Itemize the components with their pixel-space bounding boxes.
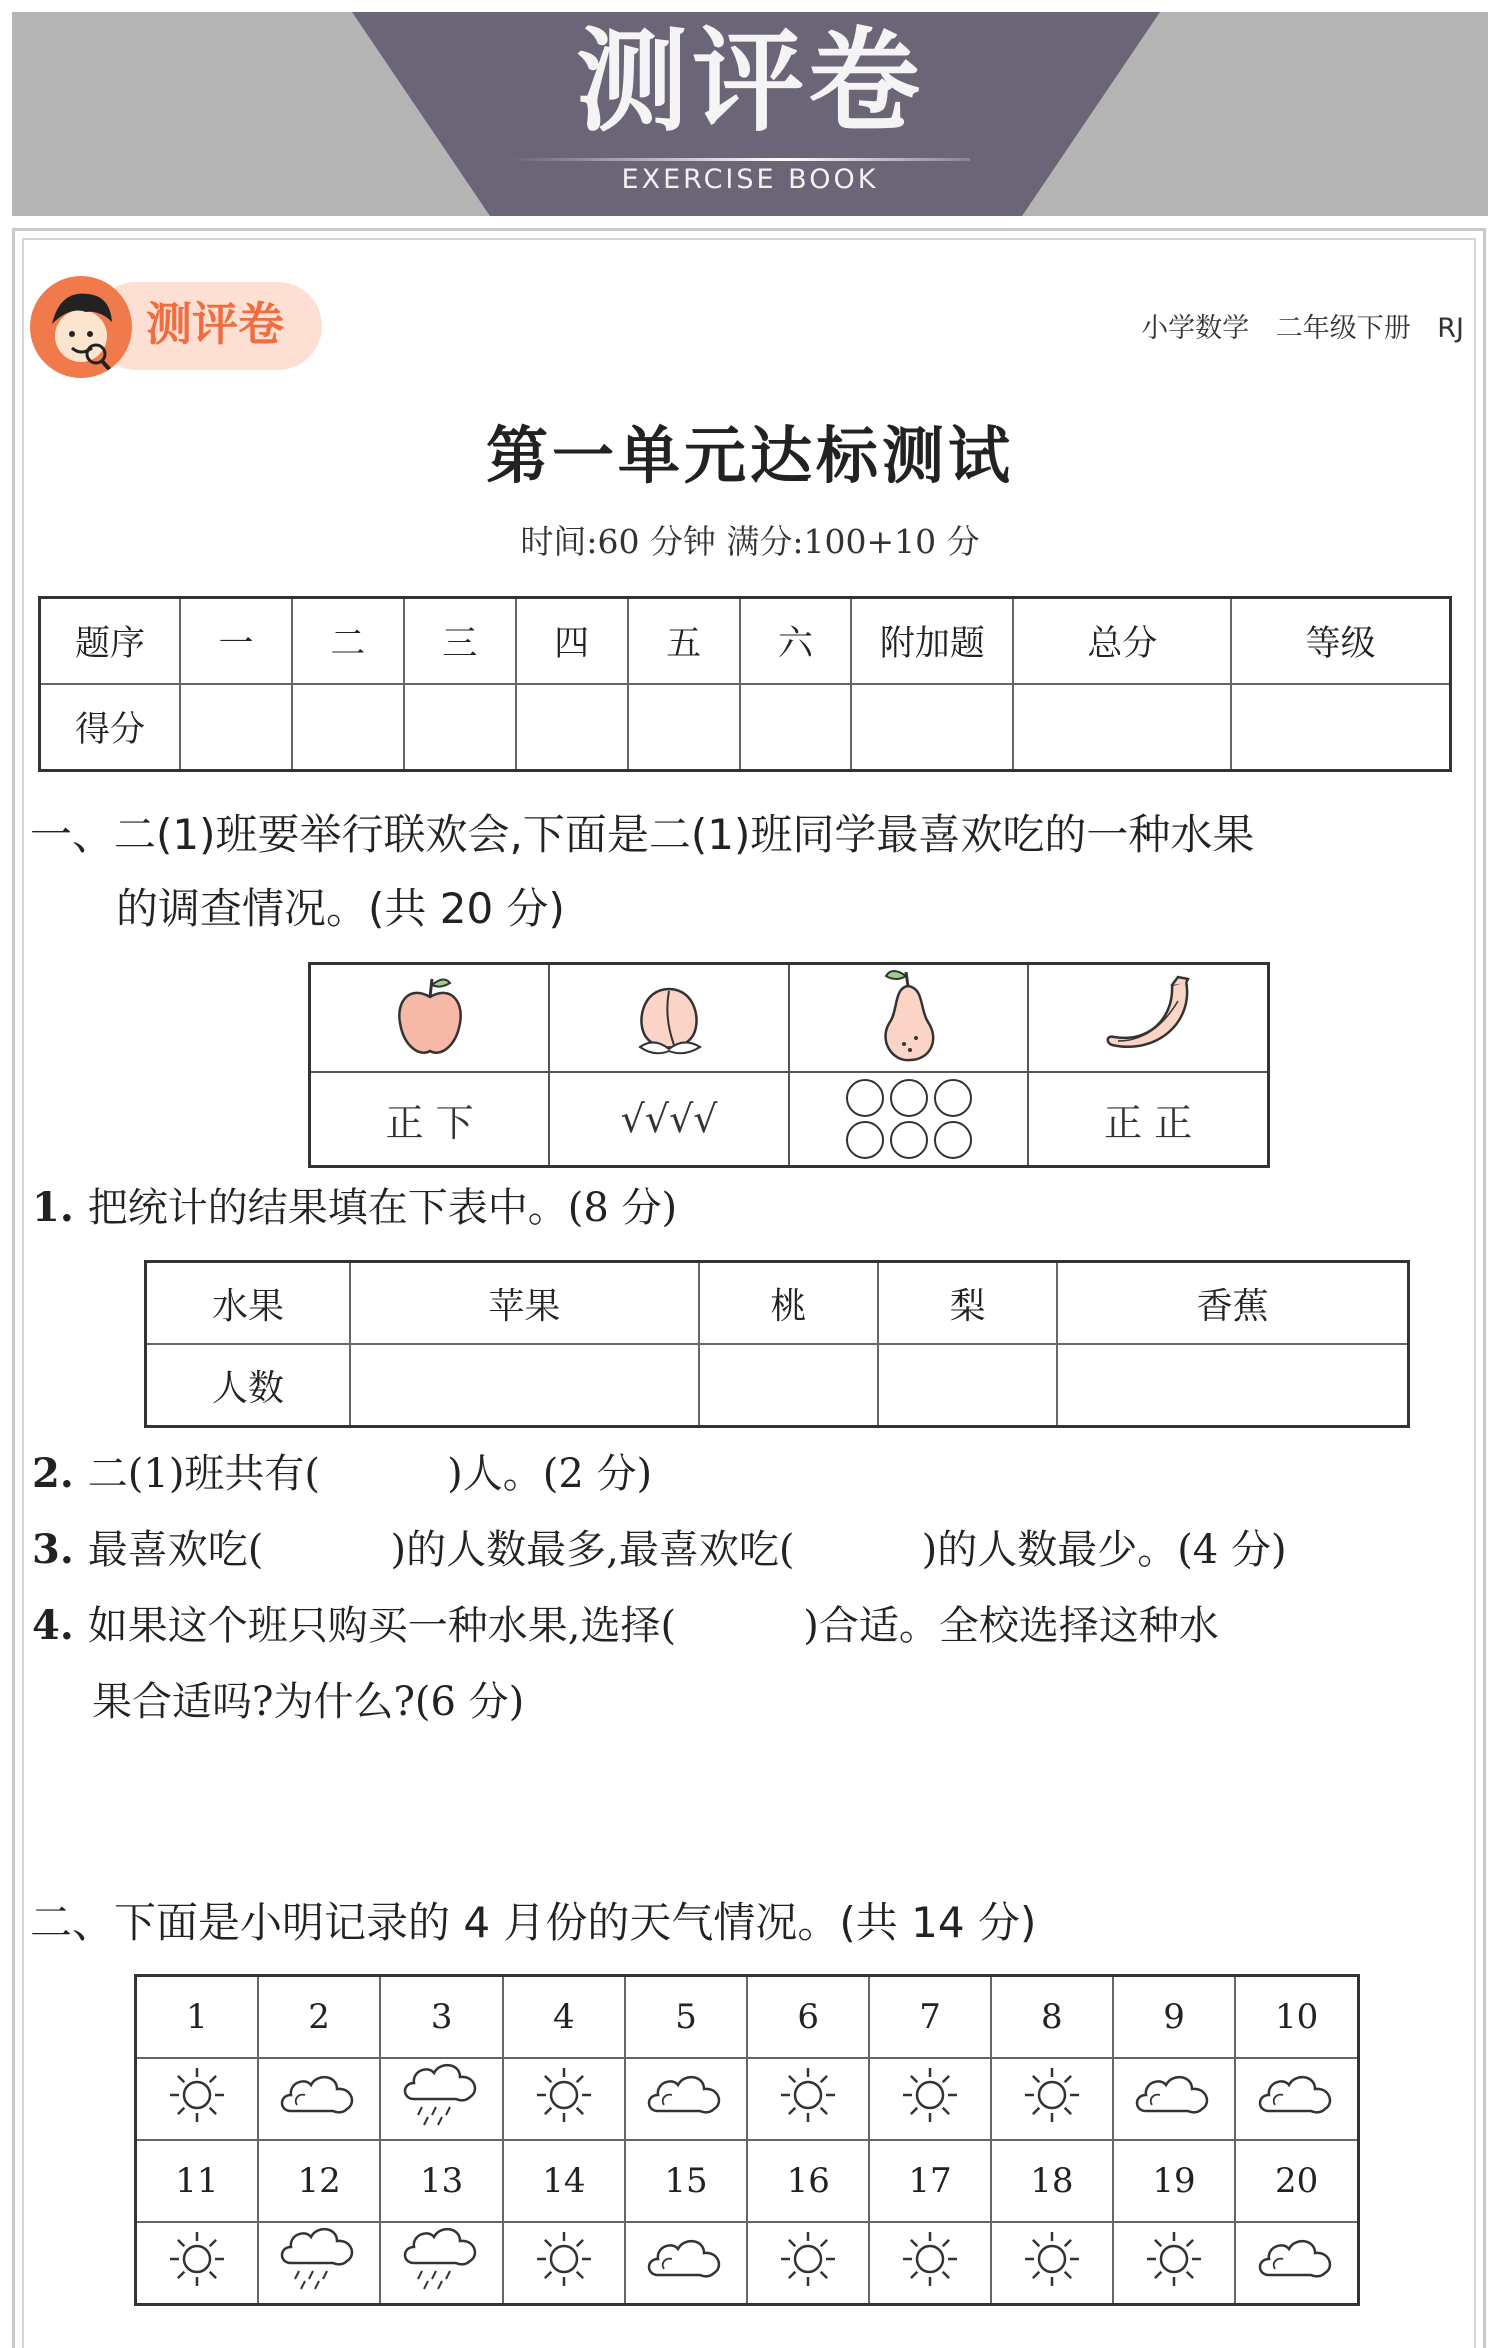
table-header-cell: 梨 (878, 1262, 1057, 1345)
table-header-cell: 三 (404, 598, 516, 685)
day-number: 14 (503, 2140, 625, 2222)
day-number: 16 (747, 2140, 869, 2222)
score-cell[interactable] (516, 684, 628, 771)
fruit-survey-table (308, 962, 1270, 1168)
question-4 (32, 1600, 1219, 1652)
question-text: 如果这个班只购买一种水果,选择( )合适。全校选择这种水 (87, 1603, 1219, 1649)
answer-cell[interactable] (878, 1344, 1057, 1427)
day-number: 18 (991, 2140, 1113, 2222)
score-cell[interactable] (628, 684, 740, 771)
question-2 (32, 1448, 652, 1500)
section1-heading-cont: 的调查情况。(共 20 分) (116, 884, 565, 933)
question-4-cont: 果合适吗?为什么?(6 分) (92, 1679, 525, 1725)
table-header-cell: 四 (516, 598, 628, 685)
table-row (310, 1072, 1269, 1167)
sunny-icon (136, 2058, 258, 2140)
day-number: 2 (258, 1976, 381, 2059)
day-number: 6 (747, 1976, 869, 2059)
day-number: 10 (1235, 1976, 1358, 2059)
table-header-cell: 附加题 (851, 598, 1013, 685)
cloudy-icon (258, 2058, 381, 2140)
score-cell[interactable] (292, 684, 404, 771)
cloudy-icon (1235, 2222, 1358, 2305)
score-cell[interactable] (1231, 684, 1450, 771)
table-header-cell: 得分 (40, 684, 181, 771)
peach-icon (549, 964, 789, 1073)
sunny-icon (503, 2058, 625, 2140)
question-number: 4. (32, 1602, 74, 1649)
section2-heading: 二、下面是小明记录的 4 月份的天气情况。(共 14 分) (30, 1898, 1037, 1947)
table-header-cell: 总分 (1013, 598, 1231, 685)
table-row (136, 2058, 1359, 2140)
table-header-cell: 等级 (1231, 598, 1450, 685)
table-row (40, 598, 1451, 685)
table-header-cell: 六 (740, 598, 852, 685)
peach-tally: √√√√ (549, 1072, 789, 1167)
sunny-icon (747, 2222, 869, 2305)
banana-tally: 正 正 (1028, 1072, 1268, 1167)
day-number: 9 (1113, 1976, 1236, 2059)
banner-title: 测评卷 (576, 17, 924, 147)
table-row (136, 2222, 1359, 2305)
day-number: 1 (136, 1976, 258, 2059)
question-text: 把统计的结果填在下表中。(8 分) (87, 1185, 678, 1231)
pear-icon (789, 964, 1028, 1073)
boy-avatar-icon (30, 276, 132, 378)
sunny-icon (136, 2222, 258, 2305)
sunny-icon (747, 2058, 869, 2140)
score-cell[interactable] (180, 684, 292, 771)
question-text: 二(1)班共有( )人。(2 分) (87, 1451, 653, 1497)
pear-tally (789, 1072, 1028, 1167)
apple-icon (310, 964, 550, 1073)
rain-icon (258, 2222, 381, 2305)
score-cell[interactable] (851, 684, 1013, 771)
sunny-icon (503, 2222, 625, 2305)
day-number: 8 (991, 1976, 1113, 2059)
day-number: 12 (258, 2140, 381, 2222)
table-row (136, 2140, 1359, 2222)
section1-heading: 一、二(1)班要举行联欢会,下面是二(1)班同学最喜欢吃的一种水果 (30, 810, 1255, 859)
table-row (40, 684, 1451, 771)
table-header-cell: 题序 (40, 598, 181, 685)
grade-info: 小学数学 二年级下册 RJ (1141, 313, 1464, 344)
day-number: 13 (380, 2140, 503, 2222)
cloudy-icon (1235, 2058, 1358, 2140)
rain-icon (380, 2058, 503, 2140)
cloudy-icon (625, 2058, 748, 2140)
table-header-cell: 香蕉 (1057, 1262, 1408, 1345)
apple-tally: 正 下 (310, 1072, 550, 1167)
sunny-icon (869, 2058, 991, 2140)
table-row (310, 964, 1269, 1073)
day-number: 4 (503, 1976, 625, 2059)
score-cell[interactable] (1013, 684, 1231, 771)
day-number: 7 (869, 1976, 991, 2059)
table-header-cell: 桃 (699, 1262, 878, 1345)
answer-cell[interactable] (1057, 1344, 1408, 1427)
badge-label: 测评卷 (146, 297, 284, 351)
day-number: 3 (380, 1976, 503, 2059)
answer-cell[interactable] (350, 1344, 699, 1427)
question-number: 2. (32, 1450, 74, 1497)
score-table (38, 596, 1452, 772)
day-number: 20 (1235, 2140, 1358, 2222)
weather-table (134, 1974, 1360, 2306)
question-number: 1. (32, 1184, 74, 1231)
day-number: 5 (625, 1976, 748, 2059)
table-header-cell: 水果 (146, 1262, 351, 1345)
table-header-cell: 苹果 (350, 1262, 699, 1345)
table-header-cell: 一 (180, 598, 292, 685)
sunny-icon (991, 2222, 1113, 2305)
table-header-cell: 二 (292, 598, 404, 685)
day-number: 17 (869, 2140, 991, 2222)
score-cell[interactable] (740, 684, 852, 771)
exam-meta: 时间:60 分钟 满分:100+10 分 (520, 522, 980, 561)
question-3 (32, 1524, 1287, 1576)
banner-divider (510, 158, 970, 161)
sunny-icon (869, 2222, 991, 2305)
sunny-icon (991, 2058, 1113, 2140)
answer-cell[interactable] (699, 1344, 878, 1427)
page-title: 第一单元达标测试 (485, 419, 1014, 492)
question-text: 最喜欢吃( )的人数最多,最喜欢吃( )的人数最少。(4 分) (87, 1527, 1287, 1573)
banana-icon (1028, 964, 1268, 1073)
table-header-cell: 人数 (146, 1344, 351, 1427)
question-number: 3. (32, 1526, 74, 1573)
day-number: 19 (1113, 2140, 1236, 2222)
banner-subtitle: EXERCISE BOOK (621, 164, 879, 195)
sunny-icon (1113, 2222, 1236, 2305)
day-number: 11 (136, 2140, 258, 2222)
cloudy-icon (1113, 2058, 1236, 2140)
table-row (146, 1344, 1409, 1427)
question-1 (32, 1182, 677, 1234)
table-row (136, 1976, 1359, 2059)
cloudy-icon (625, 2222, 748, 2305)
table-header-cell: 五 (628, 598, 740, 685)
day-number: 15 (625, 2140, 748, 2222)
fruit-count-table (144, 1260, 1410, 1428)
score-cell[interactable] (404, 684, 516, 771)
rain-icon (380, 2222, 503, 2305)
table-row (146, 1262, 1409, 1345)
